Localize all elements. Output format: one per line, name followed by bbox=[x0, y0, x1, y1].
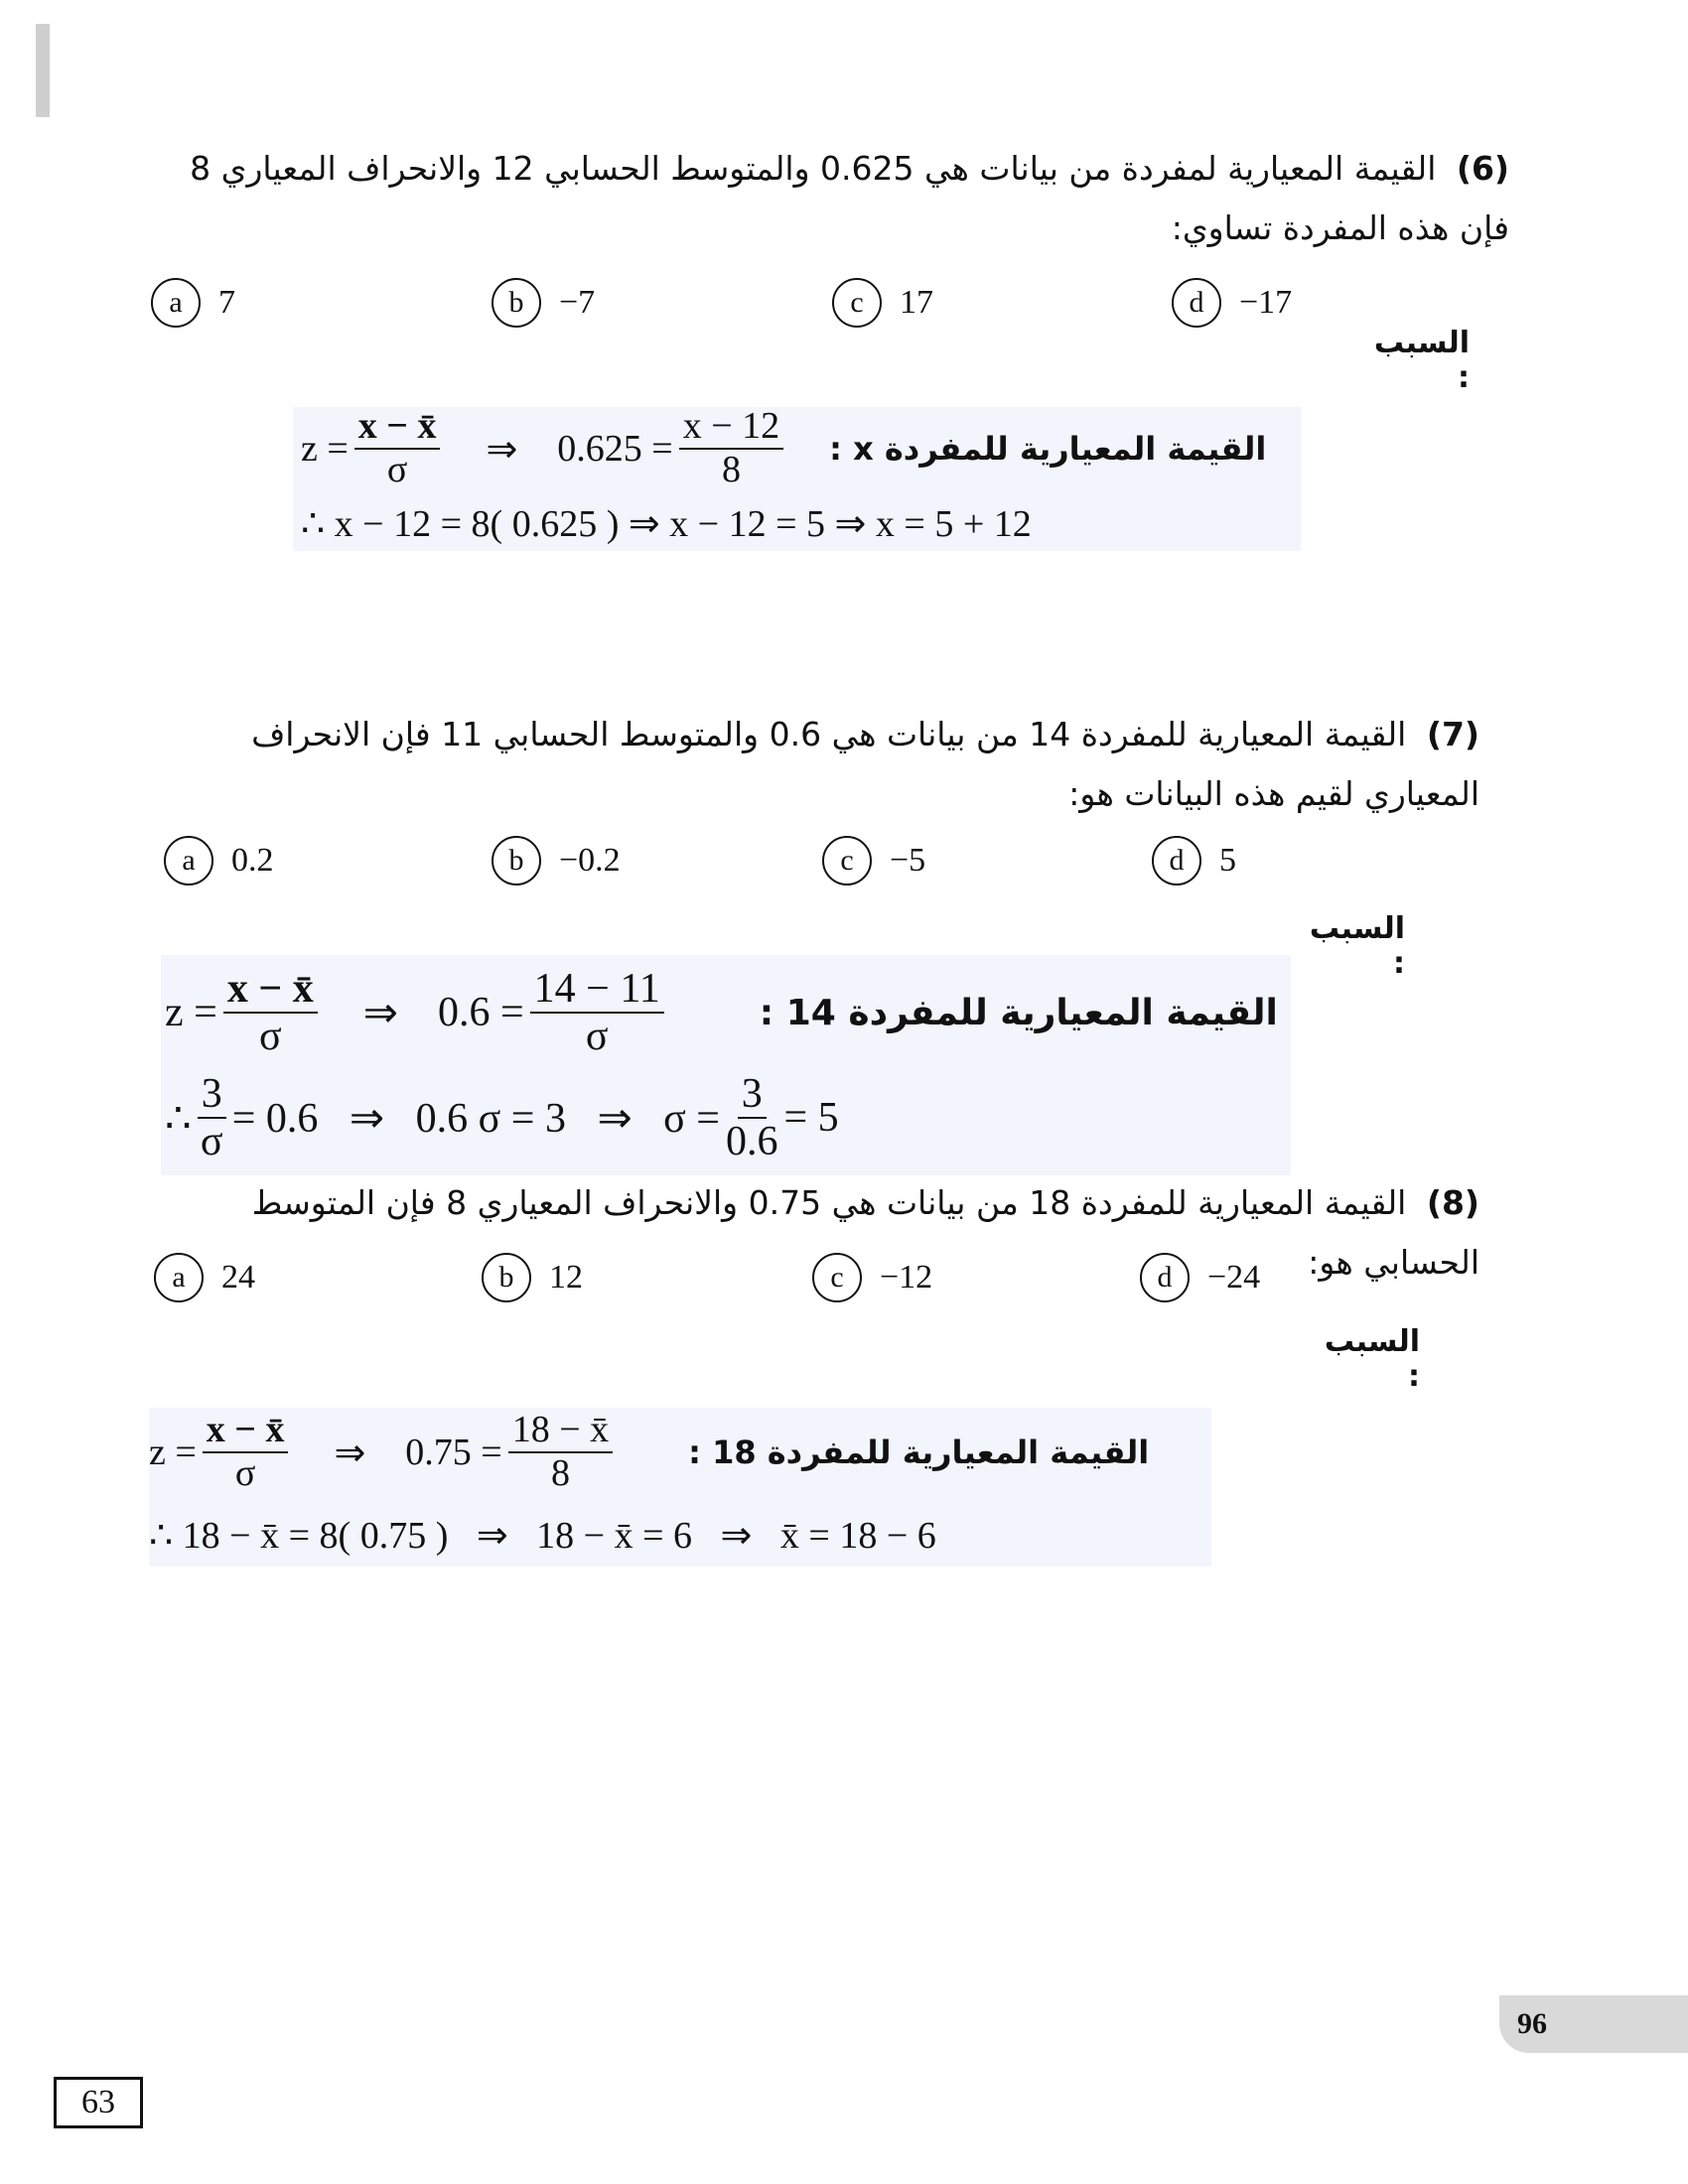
question-body: القيمة المعيارية لمفردة من بيانات هي 0.625 والمتوسط الحسابي 12 والانحراف المعياري 8 فإن هذه المفردة تساوي: bbox=[190, 149, 1509, 247]
solution-line-2: ∴ x − 12 = 8( 0.625 ) ⇒ x − 12 = 5 ⇒ x = 5 + 12 bbox=[301, 502, 1032, 545]
option-letter: d bbox=[1152, 836, 1201, 886]
page-number-tab bbox=[1499, 1995, 1688, 2053]
solution-caption: القيمة المعيارية للمفردة x : bbox=[829, 430, 1267, 468]
question-body: القيمة المعيارية للمفردة 18 من بيانات هي 0.75 والانحراف المعياري 8 فإن المتوسط الحسابي هو: bbox=[251, 1183, 1479, 1282]
option-letter: a bbox=[151, 278, 201, 328]
page-number-box: 63 bbox=[54, 2077, 143, 2128]
question-number: (8) bbox=[1426, 1183, 1479, 1222]
option-value: −0.2 bbox=[559, 842, 621, 879]
result-fraction: $\frac{3}{0.6}$ bbox=[725, 1070, 778, 1164]
option-c[interactable] bbox=[812, 1253, 932, 1302]
option-b[interactable] bbox=[492, 278, 595, 328]
option-letter: a bbox=[154, 1253, 204, 1302]
option-a[interactable] bbox=[151, 278, 235, 328]
solution-box-7 bbox=[161, 955, 1291, 1175]
option-value: 12 bbox=[549, 1259, 583, 1296]
option-d[interactable] bbox=[1152, 836, 1236, 886]
option-value: 17 bbox=[900, 284, 933, 321]
solution-box-8 bbox=[149, 1408, 1211, 1567]
option-letter: b bbox=[492, 278, 541, 328]
option-value: −5 bbox=[890, 842, 926, 879]
solution-caption: القيمة المعيارية للمفردة 14 : bbox=[759, 992, 1278, 1033]
ratio-fraction: $\frac{3}{\sigma}$ bbox=[198, 1071, 226, 1164]
option-value: −7 bbox=[559, 284, 596, 321]
option-letter: d bbox=[1140, 1253, 1190, 1302]
option-letter: b bbox=[482, 1253, 531, 1302]
substitution-fraction: $\frac{x - 12}{8}$ bbox=[679, 406, 783, 491]
substitution-fraction: $\frac{14 - 11}{\sigma}$ bbox=[530, 966, 664, 1059]
option-a[interactable] bbox=[154, 1253, 255, 1302]
solution-line-1: z = $\frac{x - x̄}{\sigma}$ ⇒ 0.75 = $\frac{18 - x̄}{8}$ القيمة المعيارية للمفردة 18 : bbox=[149, 1409, 1150, 1494]
question-7-text bbox=[159, 705, 1479, 824]
option-letter: c bbox=[822, 836, 872, 886]
reason-label: السبب : bbox=[1324, 1324, 1420, 1394]
option-value: −24 bbox=[1207, 1259, 1261, 1296]
option-c[interactable] bbox=[822, 836, 925, 886]
option-b[interactable] bbox=[492, 836, 621, 886]
substitution-fraction: $\frac{18 - x̄}{8}$ bbox=[508, 1410, 613, 1495]
solution-line-1: z = $\frac{x - x̄}{\sigma}$ ⇒ 0.6 = $\frac{14 - 11}{\sigma}$ القيمة المعيارية للمفردة 14 : bbox=[165, 965, 1278, 1059]
option-value: 0.2 bbox=[231, 842, 274, 879]
formula-fraction: $\frac{x - x̄}{\sigma}$ bbox=[203, 1410, 289, 1495]
option-value: −12 bbox=[880, 1259, 933, 1296]
option-letter: c bbox=[812, 1253, 862, 1302]
solution-box-6 bbox=[293, 407, 1301, 551]
option-letter: b bbox=[492, 836, 541, 886]
question-6-text bbox=[139, 139, 1509, 258]
option-b[interactable] bbox=[482, 1253, 583, 1302]
option-c[interactable] bbox=[832, 278, 933, 328]
question-body: القيمة المعيارية للمفردة 14 من بيانات هي 0.6 والمتوسط الحسابي 11 فإن الانحراف المعياري لقيم هذه البيانات هو: bbox=[251, 715, 1479, 813]
option-value: −17 bbox=[1239, 284, 1293, 321]
option-a[interactable] bbox=[164, 836, 274, 886]
solution-line-1: z = $\frac{x - x̄}{\sigma}$ ⇒ 0.625 = $\frac{x - 12}{8}$ القيمة المعيارية للمفردة x : bbox=[301, 405, 1267, 490]
option-d[interactable] bbox=[1140, 1253, 1260, 1302]
page-edge-bar bbox=[36, 24, 50, 117]
option-letter: d bbox=[1172, 278, 1221, 328]
question-number: (6) bbox=[1456, 149, 1509, 188]
solution-line-2: ∴ 18 − x̄ = 8( 0.75 ) ⇒ 18 − x̄ = 6 ⇒ x̄ = 18 − 6 bbox=[149, 1514, 936, 1557]
option-value: 5 bbox=[1219, 842, 1236, 879]
formula-fraction: $\frac{x - x̄}{\sigma}$ bbox=[223, 966, 318, 1059]
option-letter: a bbox=[164, 836, 213, 886]
option-letter: c bbox=[832, 278, 882, 328]
reason-label: السبب : bbox=[1309, 911, 1405, 981]
solution-caption: القيمة المعيارية للمفردة 18 : bbox=[688, 1433, 1150, 1471]
solution-line-2: ∴ $\frac{3}{\sigma}$ = 0.6 ⇒ 0.6 σ = 3 ⇒ σ = $\frac{3}{0.6}$ = 5 bbox=[165, 1070, 839, 1164]
option-value: 24 bbox=[221, 1259, 255, 1296]
option-d[interactable] bbox=[1172, 278, 1292, 328]
question-number: (7) bbox=[1426, 715, 1479, 753]
formula-fraction: $\frac{x - x̄}{\sigma}$ bbox=[354, 406, 441, 491]
page-number: 96 bbox=[1517, 2007, 1547, 2040]
option-value: 7 bbox=[218, 284, 235, 321]
reason-label: السبب : bbox=[1373, 326, 1470, 395]
